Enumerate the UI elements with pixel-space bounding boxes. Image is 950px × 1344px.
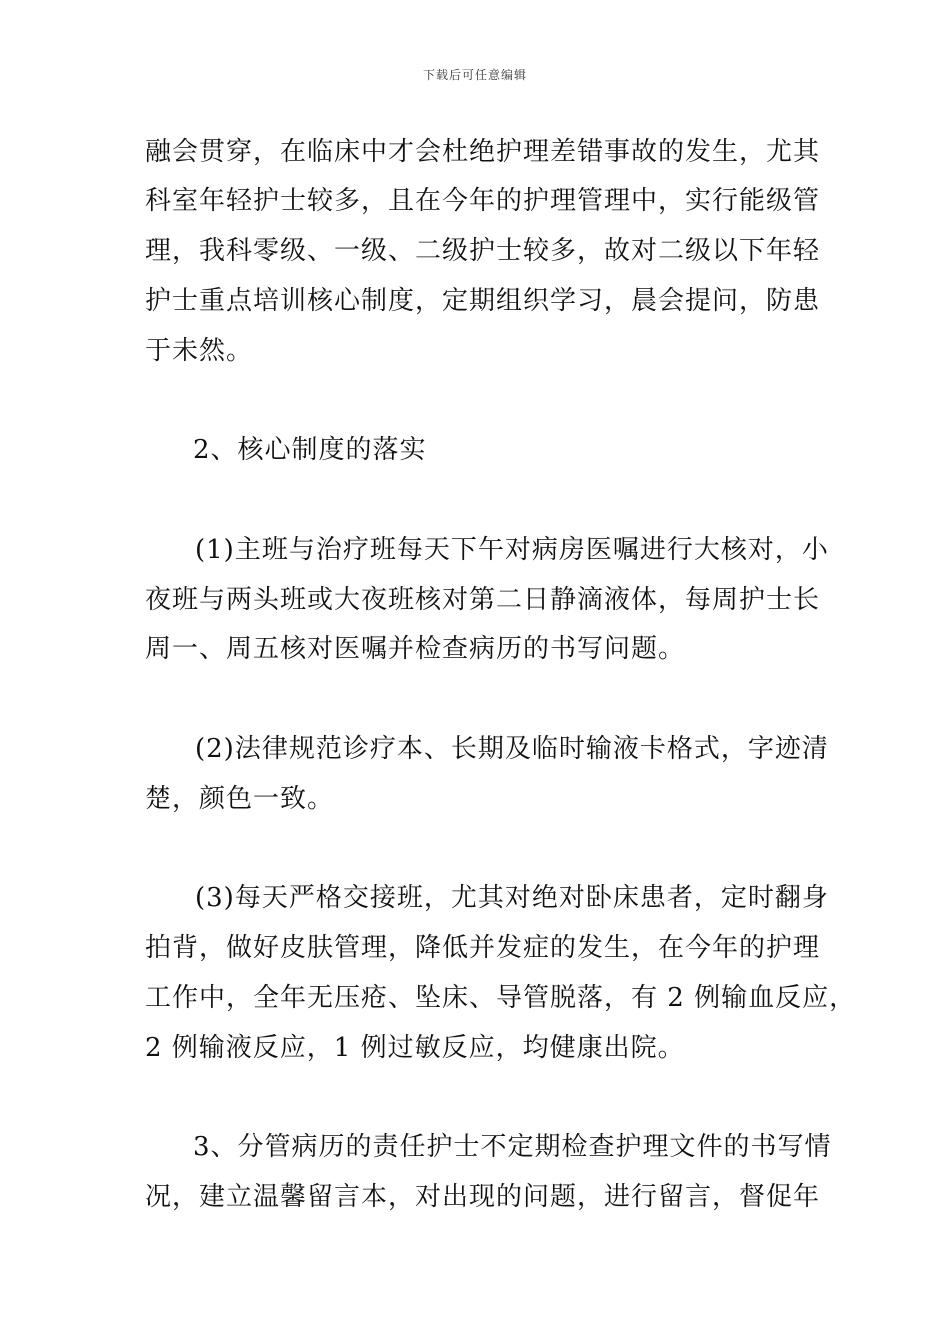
- text-line: (3)每天严格交接班，尤其对绝对卧床患者，定时翻身: [195, 883, 829, 913]
- text-line: 夜班与两头班或大夜班核对第二日静滴液体，每周护士长: [145, 585, 821, 615]
- text-line: 况，建立温馨留言本，对出现的问题，进行留言，督促年: [145, 1182, 821, 1212]
- text-line: 拍背，做好皮肤管理，降低并发症的发生，在今年的护理: [145, 933, 821, 963]
- page-header: 下载后可任意编辑: [422, 68, 527, 82]
- text-line: 2 例输液反应，1 例过敏反应，均健康出院。: [145, 1033, 685, 1063]
- text-line: 护士重点培训核心制度，定期组织学习，晨会提问，防患: [145, 286, 821, 316]
- text-line: 楚，颜色一致。: [145, 784, 335, 814]
- text-line: 科室年轻护士较多，且在今年的护理管理中，实行能级管: [145, 186, 821, 216]
- text-line: 周一、周五核对医嘱并检查病历的书写问题。: [145, 634, 686, 664]
- text-line: 工作中，全年无压疮、坠床、导管脱落，有 2 例输血反应，: [145, 983, 857, 1013]
- text-line: (1)主班与治疗班每天下午对病房医嘱进行大核对，小: [195, 535, 829, 565]
- section-heading: 2、核心制度的落实: [193, 435, 427, 465]
- section-heading: 3、分管病历的责任护士不定期检查护理文件的书写情: [193, 1132, 832, 1162]
- text-line: 融会贯穿，在临床中才会杜绝护理差错事故的发生，尤其: [145, 137, 821, 167]
- text-line: (2)法律规范诊疗本、长期及临时输液卡格式，字迹清: [195, 734, 829, 764]
- text-line: 理，我科零级、一级、二级护士较多，故对二级以下年轻: [145, 236, 821, 266]
- text-line: 于未然。: [145, 336, 254, 366]
